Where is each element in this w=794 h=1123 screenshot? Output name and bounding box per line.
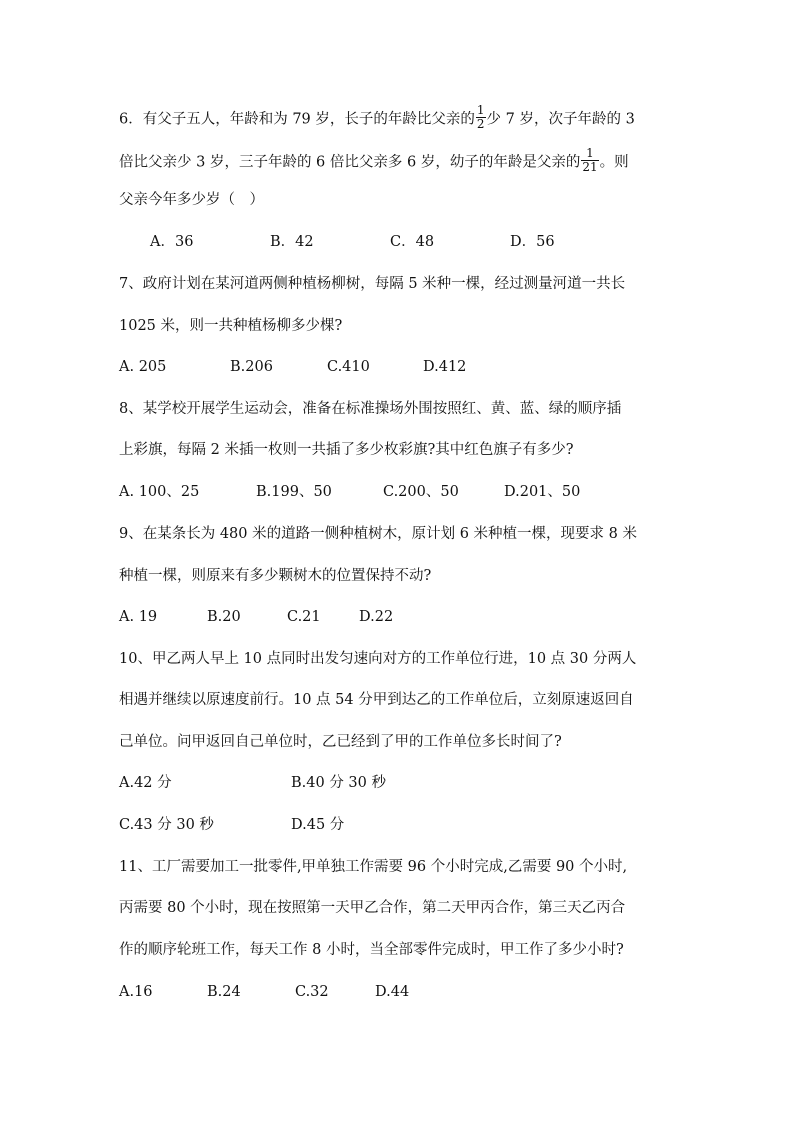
q10-line3: 己单位。问甲返回自己单位时，乙已经到了甲的工作单位多长时间了?: [119, 734, 562, 750]
q8-line1: 8、某学校开展学生运动会，准备在标准操场外围按照红、黄、蓝、绿的顺序插: [119, 401, 622, 417]
q8-option-b: B.199、50: [256, 484, 332, 500]
q6-line1-text-b: 少 7 岁，次子年龄的 3: [486, 111, 635, 128]
q7-option-a: A. 205: [119, 359, 167, 375]
q6-fraction-half: [476, 104, 486, 131]
q8-option-c: C.200、50: [383, 484, 459, 500]
q9-option-a: A. 19: [119, 609, 158, 625]
q6-option-d: D．56: [510, 234, 555, 250]
q7-line2: 1025 米，则一共种植杨柳多少棵?: [119, 318, 343, 334]
q9-line1: 9、在某条长为 480 米的道路一侧种植树木，原计划 6 米种植一棵，现要求 8 米: [119, 526, 638, 542]
q9-line2: 种植一棵，则原来有多少颗树木的位置保持不动?: [119, 568, 432, 584]
q7-line1: 7、政府计划在某河道两侧种植杨柳树，每隔 5 米种一棵，经过测量河道一共长: [119, 276, 626, 292]
q11-option-d: D.44: [375, 984, 410, 1000]
q10-line2: 相遇并继续以原速度前行。10 点 54 分甲到达乙的工作单位后，立刻原速返回自: [119, 692, 634, 708]
q10-option-d: D.45 分: [291, 817, 345, 833]
q9-option-b: B.20: [207, 609, 241, 625]
q6-line1: [119, 103, 635, 133]
q8-option-d: D.201、50: [504, 484, 581, 500]
q8-option-a: A. 100、25: [119, 484, 200, 500]
q6-frac1-denominator: 2: [476, 117, 485, 131]
q11-line1: 11、工厂需要加工一批零件,甲单独工作需要 96 个小时完成,乙需要 90 个小时,: [119, 859, 628, 875]
q10-option-b: B.40 分 30 秒: [291, 775, 386, 791]
q6-line2-text-b: 。则: [599, 154, 629, 171]
q7-option-d: D.412: [423, 359, 467, 375]
q7-option-c: C.410: [327, 359, 370, 375]
q6-frac2-numerator: 1: [581, 147, 598, 161]
q11-line2: 丙需要 80 个小时，现在按照第一天甲乙合作，第二天甲丙合作，第三天乙丙合: [119, 900, 626, 916]
q11-option-b: B.24: [207, 984, 241, 1000]
q7-option-b: B.206: [230, 359, 273, 375]
q6-line2: [119, 146, 629, 176]
q8-line2: 上彩旗，每隔 2 米插一枚则一共插了多少枚彩旗?其中红色旗子有多少?: [119, 442, 574, 458]
q6-frac2-denominator: 21: [582, 160, 598, 174]
q6-line3: 父亲今年多少岁（ ）: [119, 192, 264, 208]
q6-fraction-twentyfirst: [581, 147, 598, 174]
q11-line3: 作的顺序轮班工作，每天工作 8 小时，当全部零件完成时，甲工作了多少小时?: [119, 942, 624, 958]
q10-option-c: C.43 分 30 秒: [119, 817, 214, 833]
q6-option-a: A．36: [150, 234, 194, 250]
q9-option-c: C.21: [287, 609, 321, 625]
q6-line1-text-a: 6．有父子五人，年龄和为 79 岁，长子的年龄比父亲的: [119, 111, 475, 128]
q10-option-a: A.42 分: [119, 775, 172, 791]
q9-option-d: D.22: [359, 609, 394, 625]
q11-option-c: C.32: [295, 984, 329, 1000]
q10-line1: 10、甲乙两人早上 10 点同时出发匀速向对方的工作单位行进，10 点 30 分两人: [119, 651, 637, 667]
q6-frac1-numerator: 1: [476, 103, 485, 117]
q6-option-c: C．48: [390, 234, 435, 250]
q6-line2-text-a: 倍比父亲少 3 岁，三子年龄的 6 倍比父亲多 6 岁，幼子的年龄是父亲的: [119, 154, 581, 171]
q11-option-a: A.16: [119, 984, 153, 1000]
q6-option-b: B．42: [270, 234, 314, 250]
